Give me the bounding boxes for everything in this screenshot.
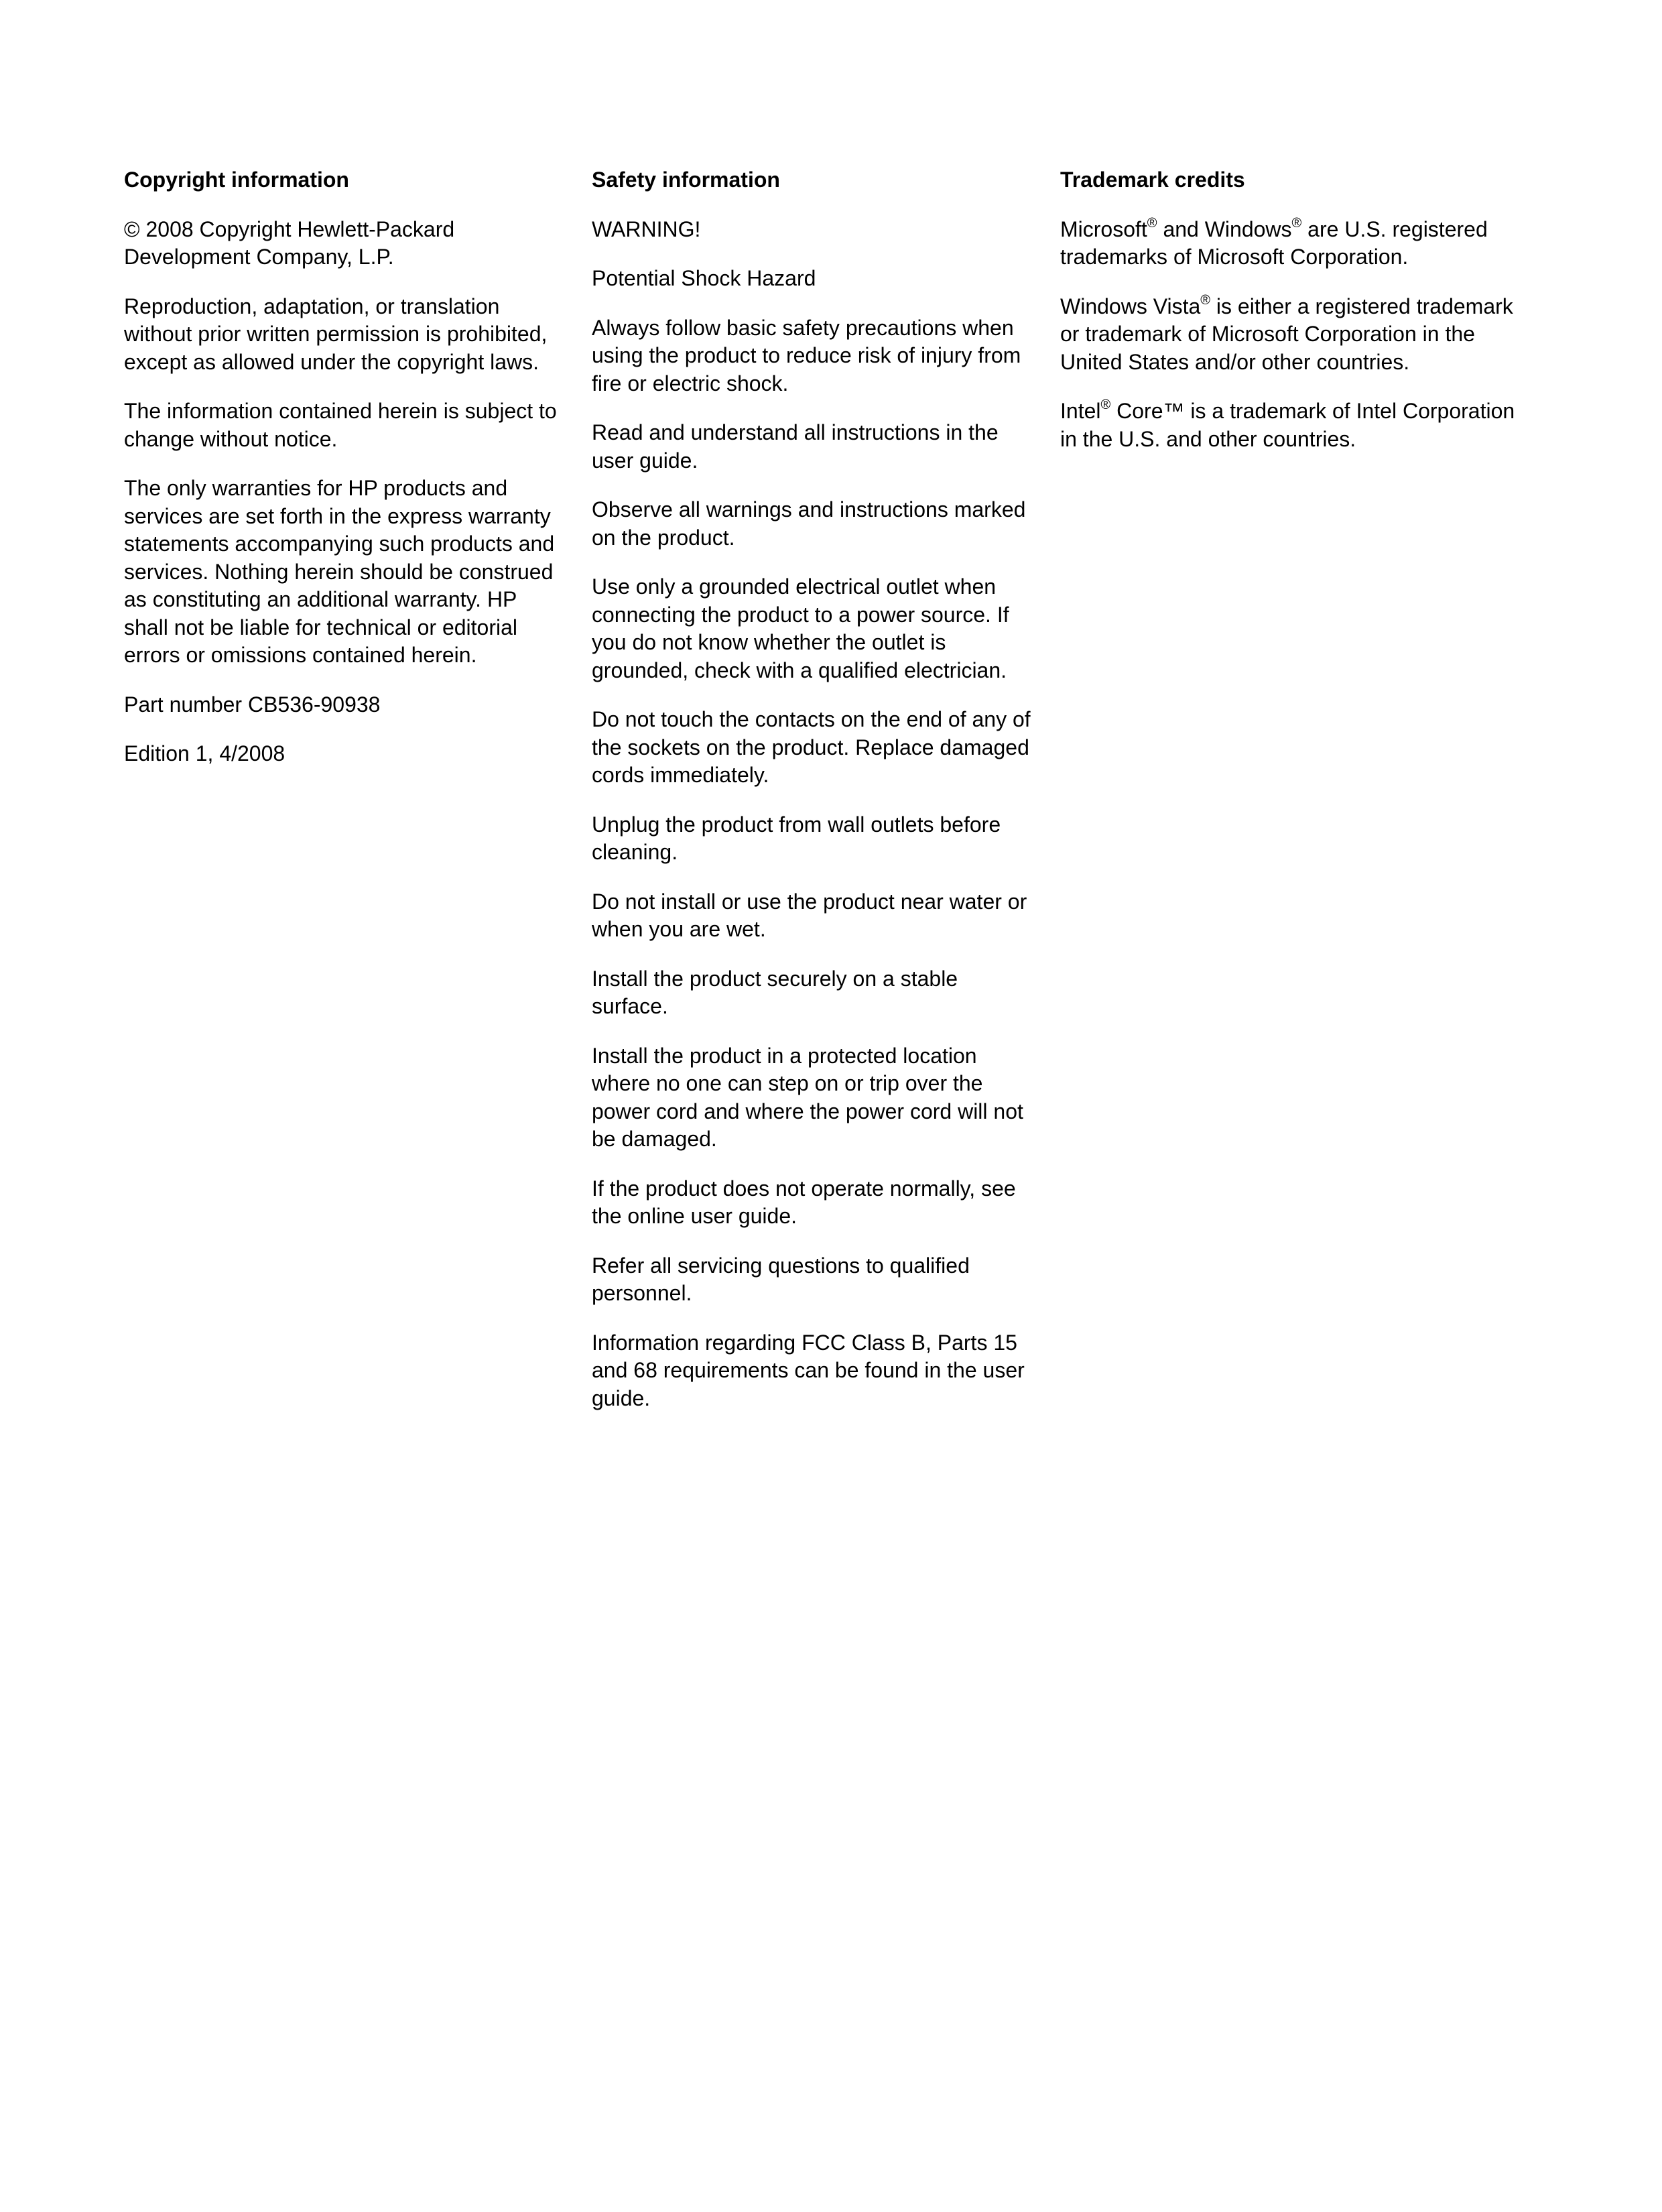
safety-water: Do not install or use the product near water or when you are wet. — [592, 889, 1027, 941]
trademark-vista-b: is either a registered trademark or trademark of Microsoft Corporation in the United States and/or other countries. — [1060, 294, 1513, 374]
trademark-intel-b: Core™ is a trademark of Intel Corporation in the U.S. and other countries. — [1060, 399, 1515, 451]
shock-hazard-label: Potential Shock Hazard — [592, 266, 816, 290]
trademark-vista — [1060, 293, 1529, 377]
change-notice: The information contained herein is subject to change without notice. — [124, 399, 557, 451]
trademark-microsoft — [1060, 216, 1529, 271]
safety-stable-surface: Install the product securely on a stable surface. — [592, 966, 958, 1018]
trademark-microsoft-b: and Windows — [1157, 217, 1292, 241]
registered-mark: ® — [1291, 215, 1302, 231]
trademark-microsoft-a: Microsoft — [1060, 217, 1147, 241]
safety-observe-warnings: Observe all warnings and instructions marked on the product. — [592, 497, 1026, 550]
edition: Edition 1, 4/2008 — [124, 741, 285, 765]
safety-column — [592, 166, 1034, 1434]
trademark-column — [1060, 166, 1529, 475]
warranty-notice: The only warranties for HP products and services are set forth in the express warranty statements accompanying such products and services. Nothing herein should be construed as constituting an additional warranty. HP shall not be liable for technical or editorial errors or omissions contained herein. — [124, 476, 555, 667]
copyright-column — [124, 166, 566, 790]
registered-mark: ® — [1147, 215, 1157, 231]
safety-fcc: Information regarding FCC Class B, Parts 15 and 68 requirements can be found in the user guide. — [592, 1330, 1025, 1410]
part-number: Part number CB536-90938 — [124, 692, 381, 717]
trademark-intel-a: Intel — [1060, 399, 1101, 423]
safety-unplug: Unplug the product from wall outlets before cleaning. — [592, 812, 1001, 864]
safety-heading: Safety information — [592, 168, 780, 192]
copyright-heading: Copyright information — [124, 168, 349, 192]
safety-protected-location: Install the product in a protected location where no one can step on or trip over the power cord and where the power cord will not be damaged. — [592, 1043, 1023, 1151]
trademark-vista-a: Windows Vista — [1060, 294, 1201, 318]
safety-operate-normally: If the product does not operate normally, see the online user guide. — [592, 1176, 1016, 1228]
copyright-notice: © 2008 Copyright Hewlett-Packard Development Company, L.P. — [124, 217, 455, 269]
safety-precautions: Always follow basic safety precautions when using the product to reduce risk of injury from fire or electric shock. — [592, 315, 1021, 395]
trademark-microsoft-c: are U.S. registered trademarks of Microsoft Corporation. — [1060, 217, 1488, 269]
safety-read-instructions: Read and understand all instructions in the user guide. — [592, 420, 999, 473]
warning-label: WARNING! — [592, 217, 701, 241]
registered-mark: ® — [1200, 292, 1211, 308]
trademark-heading: Trademark credits — [1060, 168, 1245, 192]
trademark-intel — [1060, 397, 1529, 453]
safety-contacts: Do not touch the contacts on the end of any of the sockets on the product. Replace damaged cords immediately. — [592, 707, 1031, 787]
safety-servicing: Refer all servicing questions to qualified personnel. — [592, 1253, 970, 1305]
safety-grounded-outlet: Use only a grounded electrical outlet when connecting the product to a power source. If you do not know whether the outlet is grounded, check with a qualified electrician. — [592, 574, 1009, 682]
registered-mark: ® — [1100, 397, 1111, 413]
reproduction-notice: Reproduction, adaptation, or translation without prior written permission is prohibited, except as allowed under the copyright laws. — [124, 294, 548, 374]
